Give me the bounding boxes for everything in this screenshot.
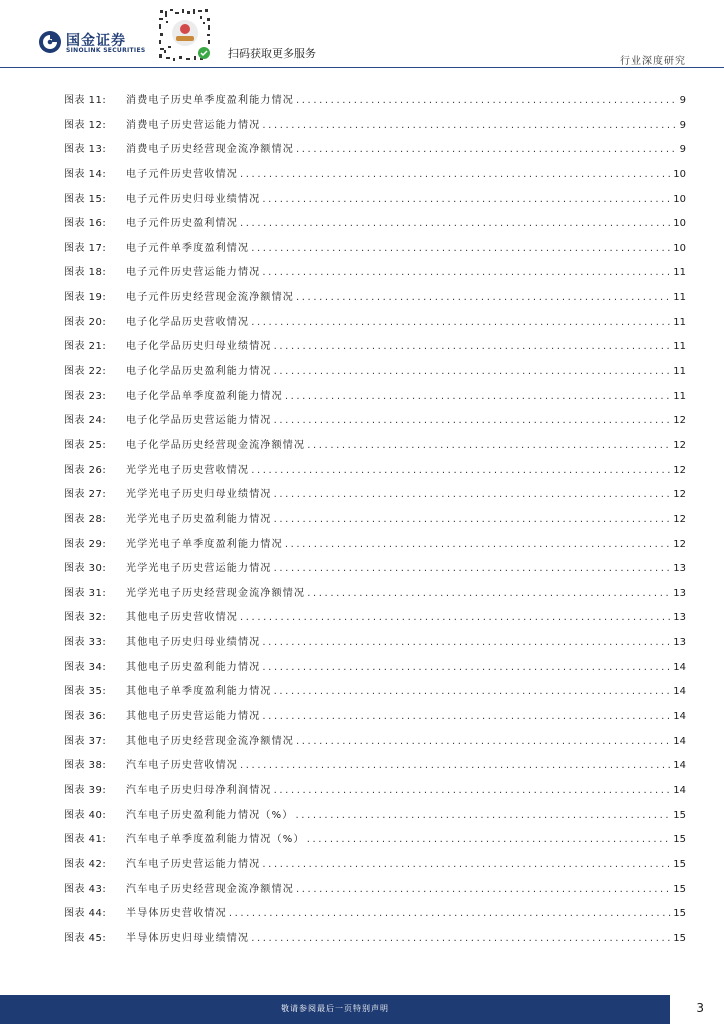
toc-entry-title: 光学光电子历史经营现金流净额情况 (126, 587, 306, 599)
toc-entry-number: 图表 28: (64, 513, 107, 525)
toc-entry-number: 图表 45: (64, 932, 107, 944)
toc-entry[interactable] (64, 385, 686, 410)
toc-leader-dots (285, 385, 671, 410)
toc-leader-dots (307, 828, 672, 853)
toc-entry-page: 14 (673, 735, 686, 747)
toc-entry-title: 电子化学品历史营运能力情况 (126, 415, 272, 427)
toc-leader-dots (296, 730, 671, 755)
toc-entry[interactable] (64, 779, 686, 804)
toc-entry-number: 图表 38: (64, 760, 107, 772)
toc-entry-page: 10 (673, 168, 686, 180)
toc-entry-page: 9 (679, 119, 686, 131)
document-type-label: 行业深度研究 (620, 56, 686, 67)
toc-entry[interactable] (64, 188, 686, 213)
toc-entry[interactable] (64, 828, 686, 853)
toc-entry-number: 图表 41: (64, 834, 107, 846)
toc-entry-title: 电子元件历史营收情况 (126, 168, 238, 180)
toc-entry-page: 13 (673, 612, 686, 624)
toc-entry[interactable] (64, 730, 686, 755)
toc-entry-number: 图表 13: (64, 144, 107, 156)
toc-entry[interactable] (64, 138, 686, 163)
toc-entry-title: 电子化学品历史营收情况 (126, 316, 250, 328)
toc-entry-title: 其他电子单季度盈利能力情况 (126, 686, 272, 698)
toc-entry-number: 图表 17: (64, 242, 107, 254)
toc-entry-title: 光学光电子历史盈利能力情况 (126, 513, 272, 525)
toc-entry[interactable] (64, 459, 686, 484)
toc-entry-page: 12 (673, 464, 686, 476)
toc-leader-dots (296, 804, 672, 829)
toc-entry-page: 9 (679, 144, 686, 156)
toc-entry-number: 图表 42: (64, 858, 107, 870)
toc-entry[interactable] (64, 853, 686, 878)
toc-leader-dots (274, 779, 672, 804)
toc-entry-page: 11 (673, 390, 686, 402)
toc-entry-number: 图表 27: (64, 489, 107, 501)
toc-entry[interactable] (64, 212, 686, 237)
toc-entry-number: 图表 25: (64, 439, 107, 451)
toc-entry-title: 电子元件历史经营现金流净额情况 (126, 292, 294, 304)
toc-entry-number: 图表 29: (64, 538, 107, 550)
toc-entry-page: 15 (673, 809, 686, 821)
toc-entry-page: 12 (673, 439, 686, 451)
toc-entry-number: 图表 32: (64, 612, 107, 624)
toc-leader-dots (262, 261, 671, 286)
toc-entry-number: 图表 12: (64, 119, 107, 131)
toc-entry-page: 14 (673, 784, 686, 796)
toc-entry-page: 14 (673, 711, 686, 723)
toc-entry[interactable] (64, 927, 686, 952)
toc-entry[interactable] (64, 533, 686, 558)
toc-entry[interactable] (64, 878, 686, 903)
toc-entry-number: 图表 22: (64, 366, 107, 378)
toc-entry-title: 光学光电子单季度盈利能力情况 (126, 538, 283, 550)
toc-entry[interactable] (64, 261, 686, 286)
toc-entry[interactable] (64, 508, 686, 533)
toc-entry-title: 电子化学品历史归母业绩情况 (126, 341, 272, 353)
toc-entry-page: 13 (673, 587, 686, 599)
toc-entry-number: 图表 31: (64, 587, 107, 599)
toc-entry-page: 15 (673, 932, 686, 944)
toc-entry[interactable] (64, 656, 686, 681)
toc-entry-number: 图表 35: (64, 686, 107, 698)
toc-leader-dots (240, 163, 671, 188)
toc-leader-dots (262, 631, 671, 656)
qr-caption: 扫码获取更多服务 (228, 47, 316, 60)
toc-leader-dots (262, 188, 671, 213)
toc-entry[interactable] (64, 434, 686, 459)
toc-entry[interactable] (64, 311, 686, 336)
toc-leader-dots (274, 409, 672, 434)
toc-entry-title: 汽车电子历史营收情况 (126, 760, 238, 772)
toc-leader-dots (274, 508, 672, 533)
toc-entry-title: 电子元件历史归母业绩情况 (126, 193, 261, 205)
toc-entry-number: 图表 39: (64, 784, 107, 796)
logo-mark-icon (38, 30, 62, 54)
toc-entry-number: 图表 36: (64, 711, 107, 723)
toc-leader-dots (251, 237, 671, 262)
toc-entry-title: 其他电子历史营运能力情况 (126, 711, 261, 723)
toc-entry-number: 图表 18: (64, 267, 107, 279)
toc-entry[interactable] (64, 582, 686, 607)
toc-entry-title: 电子化学品历史经营现金流净额情况 (126, 439, 306, 451)
toc-leader-dots (251, 311, 671, 336)
toc-leader-dots (274, 335, 672, 360)
toc-entry-page: 10 (673, 193, 686, 205)
toc-leader-dots (296, 138, 678, 163)
toc-leader-dots (274, 557, 672, 582)
toc-entry-number: 图表 14: (64, 168, 107, 180)
toc-entry[interactable] (64, 631, 686, 656)
toc-leader-dots (274, 360, 672, 385)
toc-entry-title: 光学光电子历史营运能力情况 (126, 563, 272, 575)
toc-leader-dots (262, 705, 671, 730)
toc-entry-page: 15 (673, 834, 686, 846)
toc-entry-title: 汽车电子历史经营现金流净额情况 (126, 883, 294, 895)
toc-leader-dots (229, 902, 671, 927)
toc-entry-number: 图表 43: (64, 883, 107, 895)
toc-entry-number: 图表 19: (64, 292, 107, 304)
toc-entry-number: 图表 16: (64, 218, 107, 230)
toc-entry-page: 11 (673, 316, 686, 328)
toc-entry-page: 10 (673, 218, 686, 230)
toc-leader-dots (262, 114, 677, 139)
toc-entry[interactable] (64, 286, 686, 311)
toc-entry-page: 12 (673, 513, 686, 525)
toc-entry-title: 电子元件历史营运能力情况 (126, 267, 261, 279)
toc-entry-title: 光学光电子历史营收情况 (126, 464, 250, 476)
toc-entry-title: 汽车电子历史营运能力情况 (126, 858, 261, 870)
toc-leader-dots (307, 434, 671, 459)
toc-entry[interactable] (64, 804, 686, 829)
toc-entry-page: 14 (673, 760, 686, 772)
toc-entry-number: 图表 21: (64, 341, 107, 353)
company-name-en: SINOLINK SECURITIES (66, 47, 146, 54)
toc-entry[interactable] (64, 360, 686, 385)
toc-entry[interactable] (64, 114, 686, 139)
toc-leader-dots (285, 533, 671, 558)
toc-leader-dots (274, 680, 672, 705)
toc-entry-number: 图表 15: (64, 193, 107, 205)
toc-entry-title: 电子化学品单季度盈利能力情况 (126, 390, 283, 402)
page-number: 3 (696, 1001, 704, 1015)
page-footer (0, 995, 724, 1024)
toc-entry-number: 图表 23: (64, 390, 107, 402)
footer-disclaimer: 敬请参阅最后一页特别声明 (281, 1004, 389, 1013)
toc-leader-dots (307, 582, 671, 607)
toc-entry-page: 12 (673, 538, 686, 550)
toc-leader-dots (296, 878, 671, 903)
toc-leader-dots (251, 459, 671, 484)
toc-entry-page: 13 (673, 563, 686, 575)
toc-entry[interactable] (64, 163, 686, 188)
toc-entry-number: 图表 20: (64, 316, 107, 328)
company-logo (38, 30, 168, 60)
toc-entry-title: 汽车电子单季度盈利能力情况（%） (126, 834, 305, 846)
toc-leader-dots (240, 212, 671, 237)
toc-entry[interactable] (64, 705, 686, 730)
toc-entry-title: 半导体历史营收情况 (126, 908, 227, 920)
toc-entry-page: 11 (673, 267, 686, 279)
toc-entry-title: 其他电子历史盈利能力情况 (126, 661, 261, 673)
toc-entry-number: 图表 33: (64, 637, 107, 649)
toc-entry-page: 14 (673, 686, 686, 698)
toc-entry-page: 15 (673, 908, 686, 920)
toc-entry-title: 其他电子历史经营现金流净额情况 (126, 735, 294, 747)
toc-entry-title: 消费电子历史营运能力情况 (126, 119, 261, 131)
toc-entry-number: 图表 26: (64, 464, 107, 476)
toc-entry-number: 图表 30: (64, 563, 107, 575)
toc-entry-title: 电子元件历史盈利情况 (126, 218, 238, 230)
toc-entry-title: 其他电子历史归母业绩情况 (126, 637, 261, 649)
toc-leader-dots (262, 656, 671, 681)
toc-entry-page: 15 (673, 883, 686, 895)
qr-code-icon[interactable] (156, 6, 214, 64)
toc-entry[interactable] (64, 89, 686, 114)
toc-leader-dots (274, 483, 672, 508)
toc-entry[interactable] (64, 606, 686, 631)
toc-entry-title: 光学光电子历史归母业绩情况 (126, 489, 272, 501)
toc-entry[interactable] (64, 409, 686, 434)
toc-entry[interactable] (64, 335, 686, 360)
toc-entry-number: 图表 44: (64, 908, 107, 920)
toc-entry-number: 图表 11: (64, 95, 107, 106)
toc-entry-title: 电子元件单季度盈利情况 (126, 242, 250, 254)
toc-entry-number: 图表 24: (64, 415, 107, 427)
toc-leader-dots (240, 606, 671, 631)
toc-leader-dots (296, 89, 678, 114)
toc-entry[interactable] (64, 237, 686, 262)
toc-entry-page: 14 (673, 661, 686, 673)
toc-entry-page: 11 (673, 366, 686, 378)
toc-entry-page: 12 (673, 489, 686, 501)
toc-entry-title: 电子化学品历史盈利能力情况 (126, 366, 272, 378)
toc-leader-dots (296, 286, 671, 311)
toc-leader-dots (240, 754, 671, 779)
toc-entry-page: 10 (673, 242, 686, 254)
toc-entry-page: 12 (673, 415, 686, 427)
toc-entry-page: 11 (673, 292, 686, 304)
toc-entry-number: 图表 40: (64, 809, 107, 821)
toc-entry-number: 图表 37: (64, 735, 107, 747)
page-header (0, 0, 724, 70)
toc-entry-title: 消费电子历史经营现金流净额情况 (126, 144, 294, 156)
toc-entry[interactable] (64, 483, 686, 508)
toc-entry[interactable] (64, 902, 686, 927)
toc-leader-dots (251, 927, 671, 952)
toc-entry[interactable] (64, 754, 686, 779)
table-of-figures (64, 89, 686, 951)
toc-entry-title: 汽车电子历史归母净利润情况 (126, 784, 272, 796)
toc-entry[interactable] (64, 557, 686, 582)
toc-entry-page: 11 (673, 341, 686, 353)
toc-entry-title: 其他电子历史营收情况 (126, 612, 238, 624)
toc-entry-page: 15 (673, 858, 686, 870)
toc-entry[interactable] (64, 680, 686, 705)
header-divider (0, 67, 724, 68)
company-name-cn: 国金证券 (66, 33, 126, 49)
toc-entry-title: 消费电子历史单季度盈利能力情况 (126, 95, 294, 106)
toc-entry-title: 汽车电子历史盈利能力情况（%） (126, 809, 294, 821)
toc-entry-title: 半导体历史归母业绩情况 (126, 932, 250, 944)
toc-entry-page: 9 (679, 95, 686, 106)
toc-entry-page: 13 (673, 637, 686, 649)
toc-leader-dots (262, 853, 671, 878)
toc-entry-number: 图表 34: (64, 661, 107, 673)
